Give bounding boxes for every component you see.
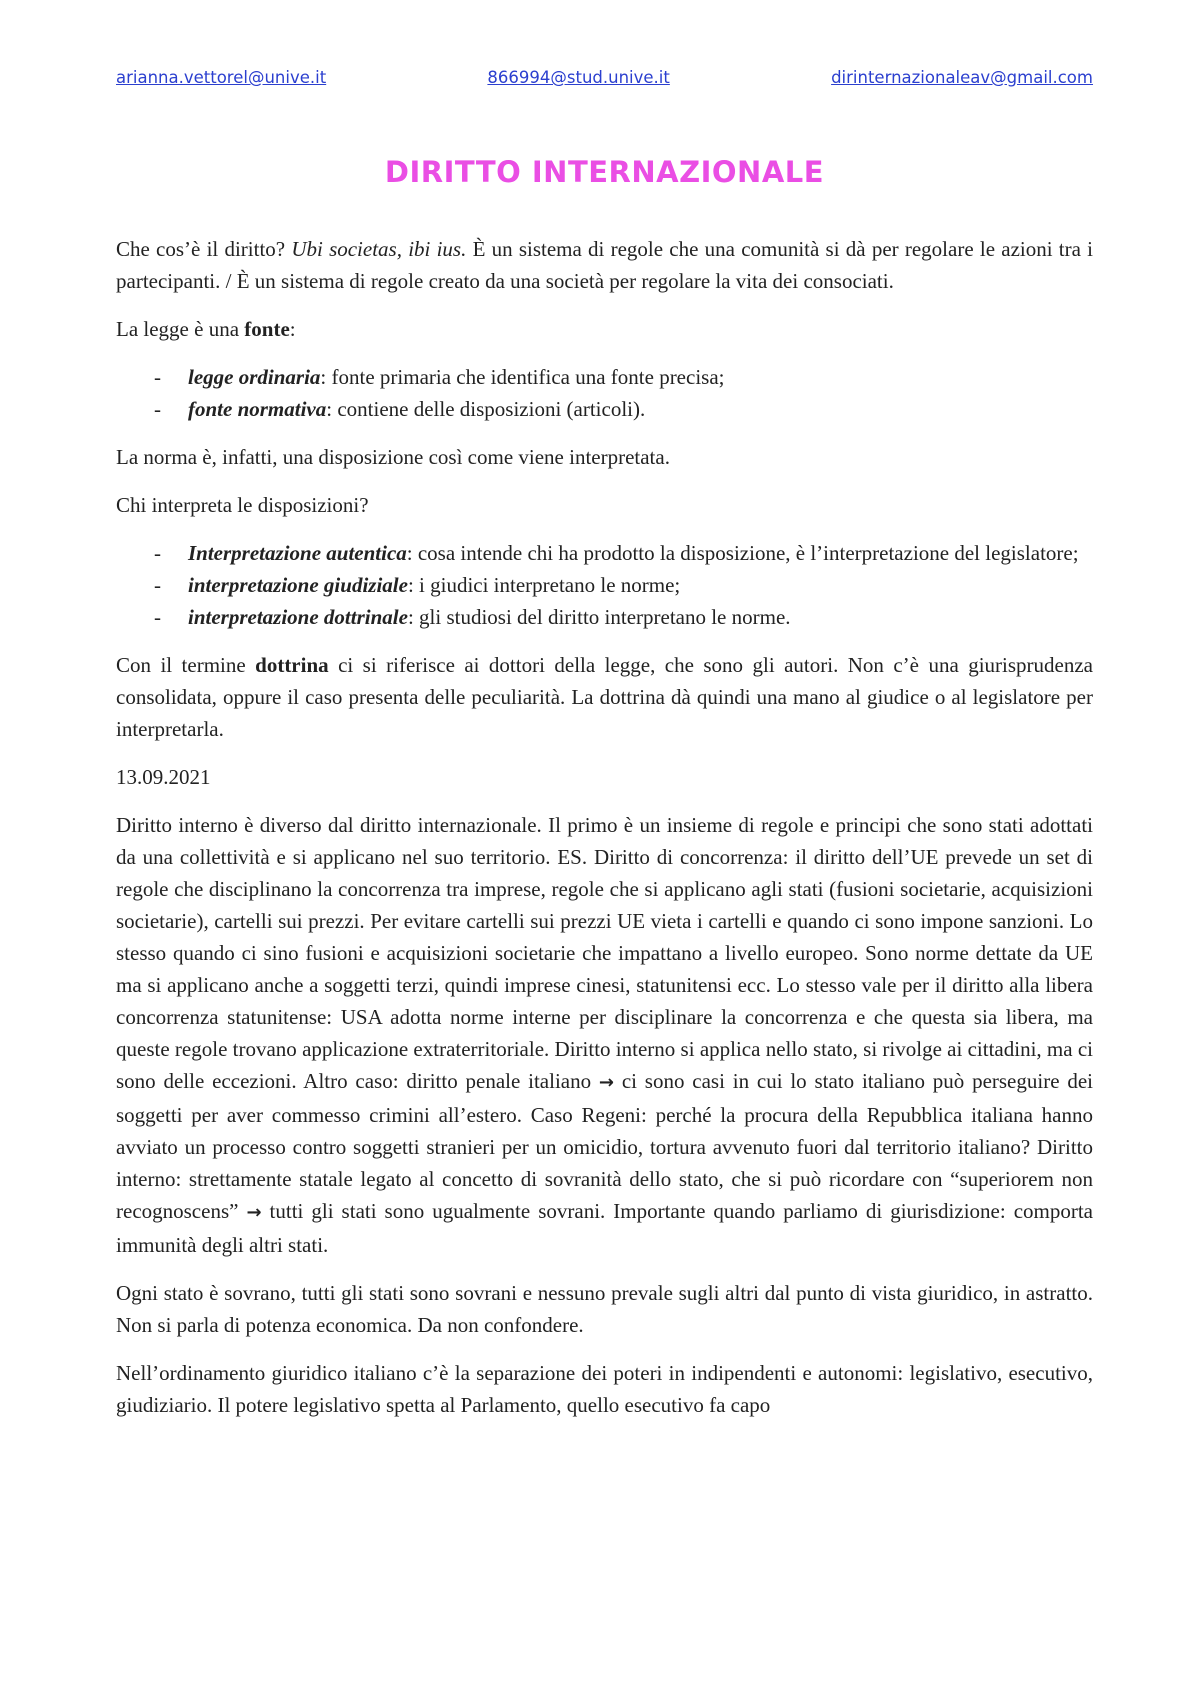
- bold-term: dottrina: [255, 653, 329, 677]
- document-body: [116, 233, 1093, 1421]
- list-text: : i giudici interpretano le norme;: [407, 573, 681, 597]
- list-item: [116, 601, 1093, 633]
- text-run: La legge è una: [116, 317, 245, 341]
- paragraph-sovranita: Ogni stato è sovrano, tutti gli stati sono sovrani e nessuno prevale sugli altri dal punto di vista giuridico, in astratto. Non si parla di potenza economica. Da non confondere.: [116, 1281, 1093, 1337]
- list-term: fonte normativa: [188, 397, 327, 421]
- list-text: : gli studiosi del diritto interpretano le norme.: [407, 605, 791, 629]
- header-links: [116, 68, 1093, 87]
- list-item: [116, 537, 1093, 569]
- paragraph-dottrina: [116, 649, 1093, 745]
- paragraph-norma: La norma è, infatti, una disposizione così come viene interpretata.: [116, 445, 670, 469]
- list-term: Interpretazione autentica: [188, 541, 407, 565]
- list-term: legge ordinaria: [188, 365, 321, 389]
- date-heading: 13.09.2021: [116, 765, 211, 789]
- list-text: : contiene delle disposizioni (articoli).: [326, 397, 646, 421]
- paragraph-separazione-poteri: Nell’ordinamento giuridico italiano c’è la separazione dei poteri in indipendenti e autonomi: legislativo, esecutivo, giudiziario. Il potere legislativo spetta al Parlamento, quello esecutivo fa capo: [116, 1361, 1093, 1417]
- document-title: DIRITTO INTERNAZIONALE: [384, 155, 825, 189]
- list-item: [116, 569, 1093, 601]
- paragraph-chi-interpreta: Chi interpreta le disposizioni?: [116, 493, 369, 517]
- paragraph-diritto-interno: [116, 809, 1093, 1261]
- text-run: È un sistema di regole che una comunità si dà per regolare le azioni tra i partecipanti. / È un sistema di regole creato da una società per regolare la vita dei consociati.: [116, 237, 1093, 293]
- list-text: : cosa intende chi ha prodotto la disposizione, è l’interpretazione del legislatore;: [406, 541, 1079, 565]
- email-link-gmail[interactable]: dirinternazionaleav@gmail.com: [831, 68, 1093, 87]
- list-interpretazioni: [116, 537, 1093, 633]
- latin-phrase: Ubi societas, ibi ius.: [291, 237, 467, 261]
- paragraph-what-is-law: [116, 233, 1093, 297]
- text-run: Con il termine: [116, 653, 256, 677]
- list-term: interpretazione dottrinale: [188, 605, 408, 629]
- text-run: :: [289, 317, 296, 341]
- list-fonti: [116, 361, 1093, 425]
- text-run: ci si riferisce ai dottori della legge, che sono gli autori. Non c’è una giurisprudenza consolidata, oppure il caso presenta delle peculiarità. La dottrina dà quindi una mano al giudice o al legislatore per interpretarla.: [116, 653, 1093, 741]
- text-run: ci sono casi in cui lo stato italiano può perseguire dei soggetti per aver commesso crimini all’estero. Caso Regeni: perché la procura della Repubblica italiana hanno avviato un processo contro soggetti stranieri per un omicidio, tortura avvenuto fuori dal territorio italiano? Diritto interno: strettamente statale legato al concetto di sovranità dello stato, che si può ricordare con “superiorem non recognoscens”: [116, 1069, 1093, 1223]
- email-link-stud[interactable]: 866994@stud.unive.it: [487, 68, 670, 87]
- arrow-right-icon: →: [598, 1072, 615, 1093]
- text-run: tutti gli stati sono ugualmente sovrani. Importante quando parliamo di giurisdizione: comporta immunità degli altri stati.: [116, 1199, 1093, 1257]
- text-run: Che cos’è il diritto?: [116, 237, 292, 261]
- list-item: [116, 361, 1093, 393]
- list-item: [116, 393, 1093, 425]
- arrow-right-icon: →: [246, 1202, 262, 1223]
- bold-term: fonte: [244, 317, 290, 341]
- paragraph-fonte: [116, 313, 1093, 345]
- text-run: Diritto interno è diverso dal diritto internazionale. Il primo è un insieme di regole e principi che sono stati adottati da una collettività e si applicano nel suo territorio. ES. Diritto di concorrenza: il diritto dell’UE prevede un set di regole che disciplinano la concorrenza tra imprese, regole che si applicano agli stati (fusioni societarie, acquisizioni societarie), cartelli sui prezzi. Per evitare cartelli sui prezzi UE vieta i cartelli e quando ci sono impone sanzioni. Lo stesso quando ci sino fusioni e acquisizioni societarie che impattano a livello europeo. Sono norme dettate da UE ma si applicano anche a soggetti terzi, quindi imprese cinesi, statunitensi ecc. Lo stesso vale per il diritto alla libera concorrenza statunitense: USA adotta norme interne per disciplinare la concorrenza e che questa sia libera, ma queste regole trovano applicazione extraterritoriale. Diritto interno si applica nello stato, si rivolge ai cittadini, ma ci sono delle eccezioni. Altro caso: diritto penale italiano: [116, 813, 1093, 1093]
- list-text: : fonte primaria che identifica una fonte precisa;: [320, 365, 725, 389]
- email-link-vettorel[interactable]: arianna.vettorel@unive.it: [116, 68, 327, 87]
- list-term: interpretazione giudiziale: [188, 573, 408, 597]
